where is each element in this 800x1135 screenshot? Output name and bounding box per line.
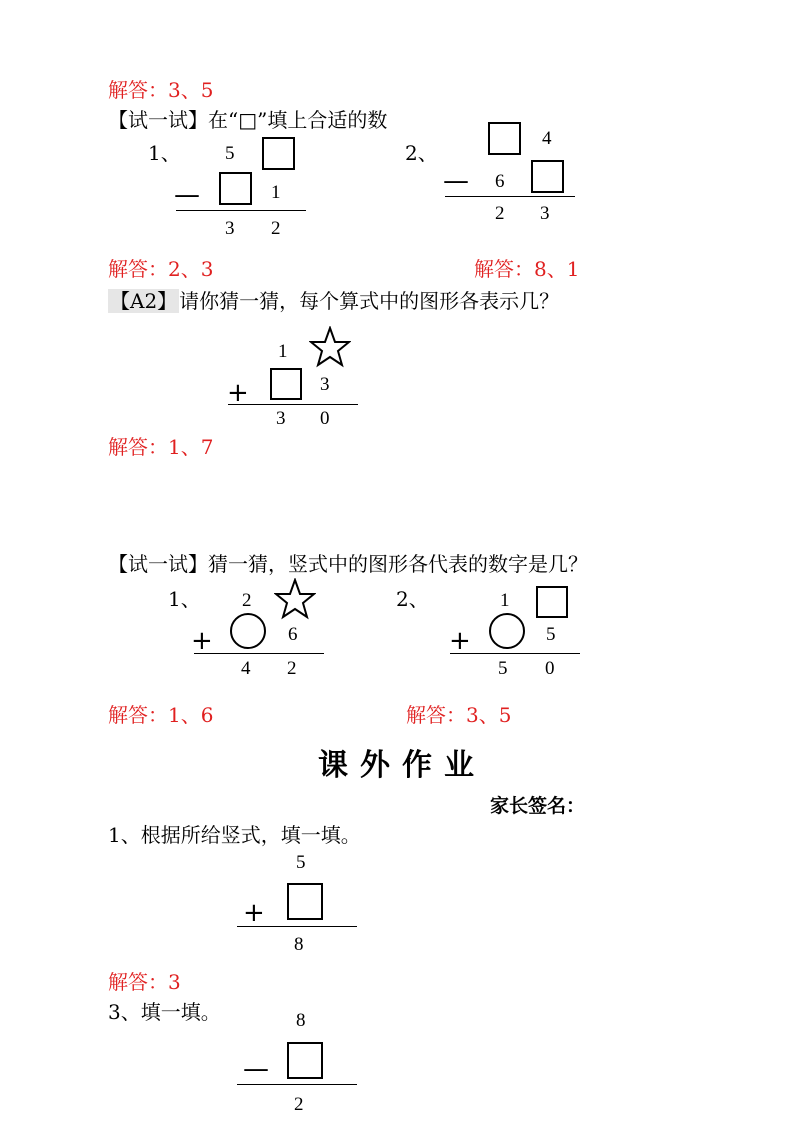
digit: 8 — [296, 1010, 306, 1031]
try-heading-1: 【试一试】在“□”填上合适的数 — [108, 108, 388, 132]
a2-question — [108, 289, 559, 313]
answer-1: 解答：3、5 — [108, 78, 214, 102]
try-heading-2: 【试一试】猜一猜，竖式中的图形各代表的数字是几？ — [108, 552, 588, 576]
minus-sign: — — [174, 180, 200, 210]
answer-4: 解答：1、7 — [108, 435, 214, 459]
star-icon[interactable] — [274, 578, 316, 620]
blank-box[interactable] — [488, 122, 521, 155]
digit: 1 — [271, 182, 281, 203]
blank-box[interactable] — [219, 172, 252, 205]
digit: 5 — [296, 852, 306, 873]
answer-5: 解答：1、6 — [108, 703, 214, 727]
digit: 1 — [500, 590, 510, 611]
result-digit: 2 — [495, 203, 505, 224]
answer-2: 解答：2、3 — [108, 257, 214, 281]
result-digit: 0 — [545, 658, 555, 679]
problem-label: 2、 — [405, 141, 438, 165]
digit: 1 — [278, 341, 288, 362]
minus-sign: — — [443, 166, 469, 196]
sum-line — [194, 653, 324, 654]
plus-sign: + — [227, 378, 249, 408]
answer-3: 解答：8、1 — [474, 257, 580, 281]
homework-q1: 1、根据所给竖式，填一填。 — [108, 823, 361, 847]
minus-sign: — — [243, 1054, 269, 1084]
sum-line — [228, 404, 358, 405]
problem-label: 1、 — [168, 587, 201, 611]
sum-line — [237, 926, 357, 927]
digit: 3 — [320, 374, 330, 395]
circle-icon[interactable] — [230, 613, 266, 649]
plus-sign: + — [191, 626, 213, 656]
blank-box[interactable] — [270, 368, 302, 400]
answer-6: 解答：3、5 — [406, 703, 512, 727]
star-icon[interactable] — [309, 326, 351, 368]
result-digit: 3 — [540, 203, 550, 224]
digit: 6 — [288, 624, 298, 645]
digit: 5 — [546, 624, 556, 645]
blank-box[interactable] — [536, 586, 568, 618]
result-digit: 0 — [320, 408, 330, 429]
result-digit: 2 — [271, 218, 281, 239]
digit: 5 — [225, 143, 235, 164]
result-digit: 8 — [294, 934, 304, 955]
plus-sign: + — [243, 898, 265, 928]
problem-label: 1、 — [148, 141, 181, 165]
result-digit: 3 — [276, 408, 286, 429]
digit: 4 — [542, 128, 552, 149]
problem-label: 2、 — [396, 587, 429, 611]
blank-box[interactable] — [531, 160, 564, 193]
digit: 6 — [495, 171, 505, 192]
result-digit: 2 — [294, 1094, 304, 1115]
blank-box[interactable] — [287, 883, 323, 920]
sum-line — [445, 196, 575, 197]
digit: 2 — [242, 590, 252, 611]
homework-title: 课外作业 — [318, 748, 486, 783]
sum-line — [176, 210, 306, 211]
parent-signature-label: 家长签名： — [490, 795, 586, 817]
blank-box[interactable] — [262, 137, 295, 170]
a2-tag: 【A2】 — [110, 289, 178, 313]
sum-line — [450, 653, 580, 654]
homework-q3: 3、填一填。 — [108, 1000, 221, 1024]
plus-sign: + — [449, 626, 471, 656]
result-digit: 5 — [498, 658, 508, 679]
a2-question-text: 请你猜一猜，每个算式中的图形各表示几？ — [179, 289, 560, 313]
blank-box[interactable] — [287, 1042, 323, 1079]
result-digit: 4 — [241, 658, 251, 679]
result-digit: 3 — [225, 218, 235, 239]
circle-icon[interactable] — [489, 613, 525, 649]
result-digit: 2 — [287, 658, 297, 679]
answer-7: 解答：3 — [108, 970, 181, 994]
sum-line — [237, 1084, 357, 1085]
